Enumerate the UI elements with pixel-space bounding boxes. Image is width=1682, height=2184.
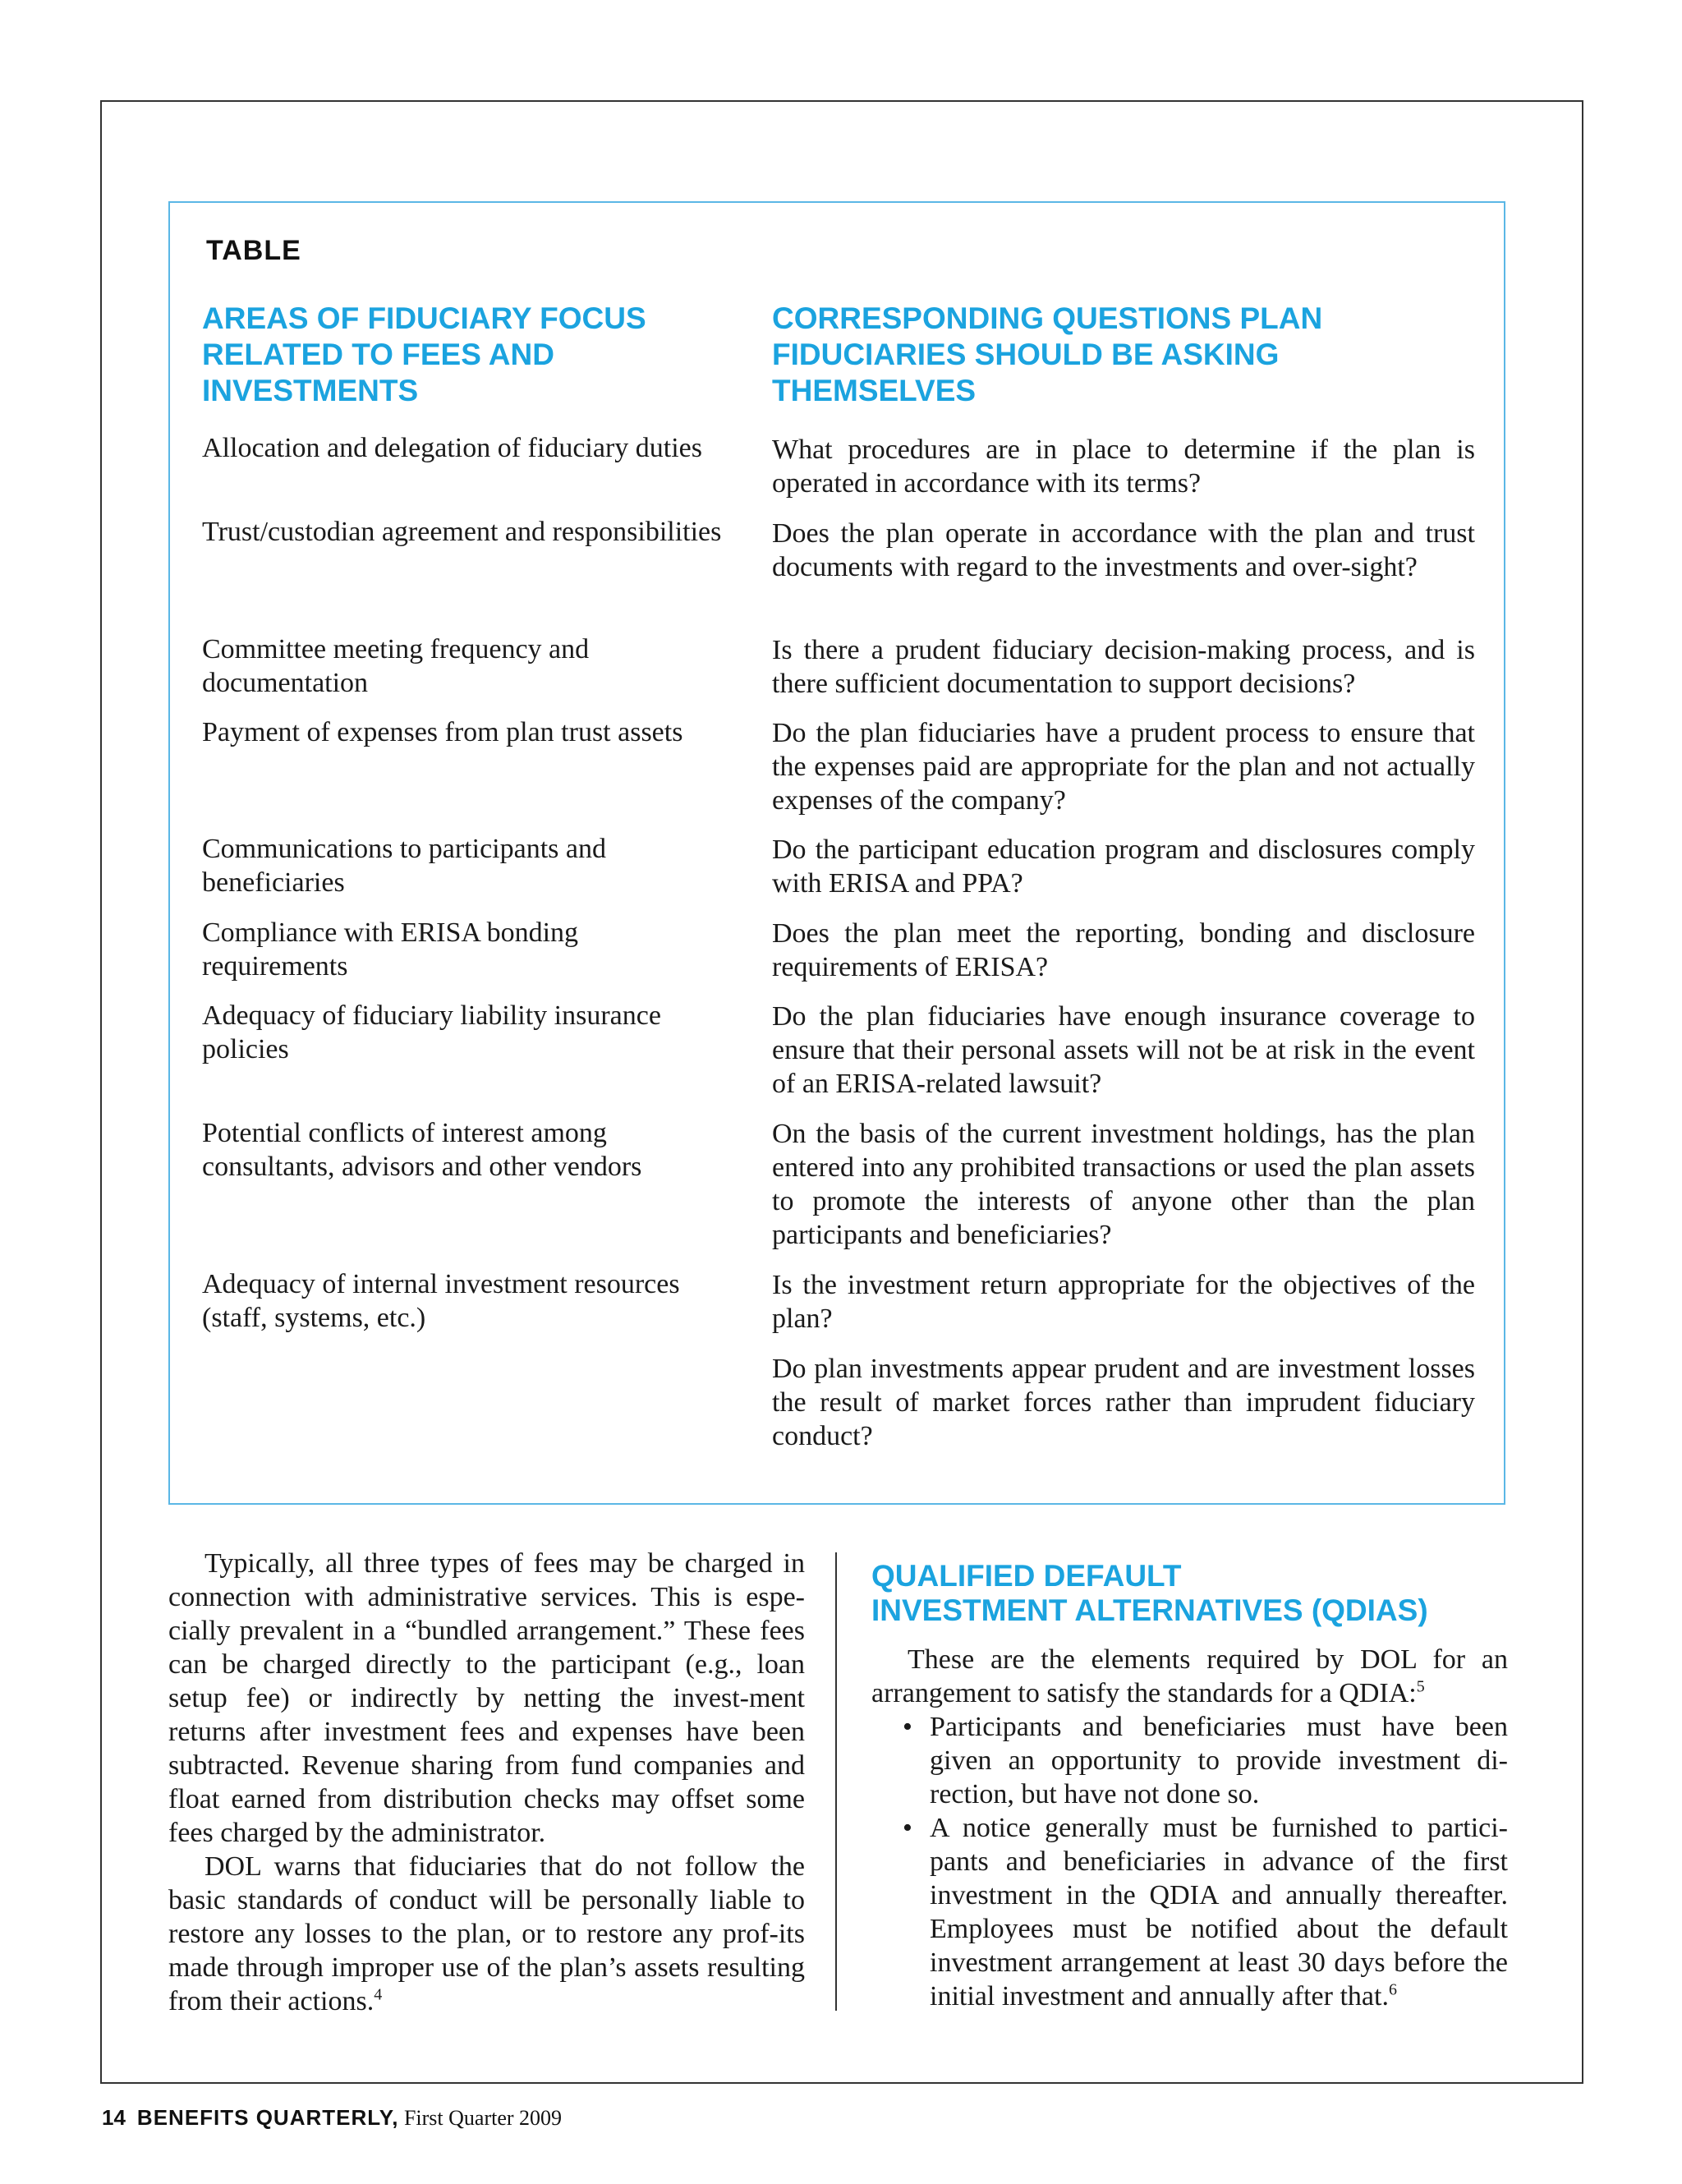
column-divider [835, 1552, 837, 2011]
table-cell-question: What procedures are in place to determine if the plan is operated in accordance with its terms? [772, 435, 1475, 499]
table-cell-question: Do the plan fiduciaries have a prudent process to ensure that the expenses paid are appropriate for the plan and not actually expenses of the company? [772, 718, 1475, 816]
table-cell-question: Do plan investments appear prudent and are investment losses the result of market forces rather than imprudent fiduciary conduct? [772, 1354, 1475, 1451]
table-cell-question: On the basis of the current investment holdings, has the plan entered into any prohibited transactions or used the plan assets to promote the interests of anyone other than the plan participants and beneficiaries? [772, 1119, 1475, 1250]
table-cell-area: Committee meeting frequency and documentation [202, 634, 590, 698]
bullet-icon: • [903, 1712, 912, 1742]
body-right-column [871, 1559, 1508, 2013]
table-cell-area: Communications to participants and beneficiaries [202, 834, 606, 898]
table-cell-area: Potential conflicts of interest among consultants, advisors and other vendors [202, 1118, 642, 1182]
issue-date: First Quarter 2009 [403, 2106, 563, 2130]
table-cell-question: Does the plan meet the reporting, bonding and disclosure requirements of ERISA? [772, 918, 1475, 982]
section-heading: QUALIFIED DEFAULT INVESTMENT ALTERNATIVES (QDIAS) [871, 1559, 1428, 1627]
table-cell-area: Compliance with ERISA bonding requirements [202, 917, 579, 982]
body-paragraph: DOL warns that fiduciaries that do not follow the basic standards of conduct will be personally liable to restore any losses to the plan, or to restore any prof-its made through improper use of the plan’s assets resulting from their actions.$^4$ [168, 1851, 805, 2016]
table-cell-area: Allocation and delegation of fiduciary duties [202, 433, 702, 463]
table-cell-question: Does the plan operate in accordance with the plan and trust documents with regard to the investments and over-sight? [772, 518, 1475, 582]
table-cell-area: Adequacy of fiduciary liability insurance policies [202, 1000, 661, 1064]
footnote-ref: 4 [374, 1985, 383, 2004]
right-column-header: CORRESPONDING QUESTIONS PLAN FIDUCIARIES SHOULD BE ASKING THEMSELVES [772, 301, 1323, 407]
table-cell-question: Is there a prudent fiduciary decision-making process, and is there sufficient documentation to support decisions? [772, 635, 1475, 699]
bullet-icon: • [903, 1813, 912, 1843]
list-item: • Participants and beneficiaries must have been given an opportunity to provide investment di-rection, but have not done so. [903, 1712, 1508, 1809]
list-item: • A notice generally must be furnished to partici-pants and beneficiaries in advance of the first investment in the QDIA and annually thereafter. Employees must be notified about the default investment arrangement at least 30 days before the initial investment and annually after that.$^6$ [903, 1813, 1508, 2012]
body-paragraph: These are the elements required by DOL for an arrangement to satisfy the standards for a QDIA:$^5$ [871, 1644, 1508, 1708]
magazine-title: BENEFITS QUARTERLY, [136, 2105, 399, 2130]
footnote-ref: 6 [1388, 1980, 1397, 1999]
table-cell-question: Do the participant education program and disclosures comply with ERISA and PPA? [772, 835, 1475, 899]
table-cell-area: Trust/custodian agreement and responsibilities [202, 517, 722, 547]
table-cell-question: Do the plan fiduciaries have enough insurance coverage to ensure that their personal assets will not be at risk in the event of an ERISA-related lawsuit? [772, 1001, 1475, 1099]
body-left-column [168, 1547, 805, 2018]
requirements-list [871, 1710, 1508, 2013]
left-column-header: AREAS OF FIDUCIARY FOCUS RELATED TO FEES AND INVESTMENTS [202, 301, 646, 407]
table-cell-question: Is the investment return appropriate for the objectives of the plan? [772, 1270, 1475, 1334]
table-label: TABLE [206, 235, 301, 266]
footnote-ref: 5 [1416, 1677, 1425, 1696]
table-cell-area: Adequacy of internal investment resources (staff, systems, etc.) [202, 1269, 680, 1333]
table-cell-area: Payment of expenses from plan trust assets [202, 717, 683, 747]
page-footer [102, 2105, 562, 2131]
body-paragraph: Typically, all three types of fees may be charged in connection with administrative services. This is espe-cially prevalent in a “bundled arrangement.” These fees can be charged directly to the participant (e.g., loan setup fee) or indirectly by netting the invest-ment returns after investment fees and expenses have been subtracted. Revenue sharing from fund companies and float earned from distribution checks may offset some fees charged by the administrator. [168, 1548, 805, 1848]
page-number: 14 [102, 2105, 126, 2130]
